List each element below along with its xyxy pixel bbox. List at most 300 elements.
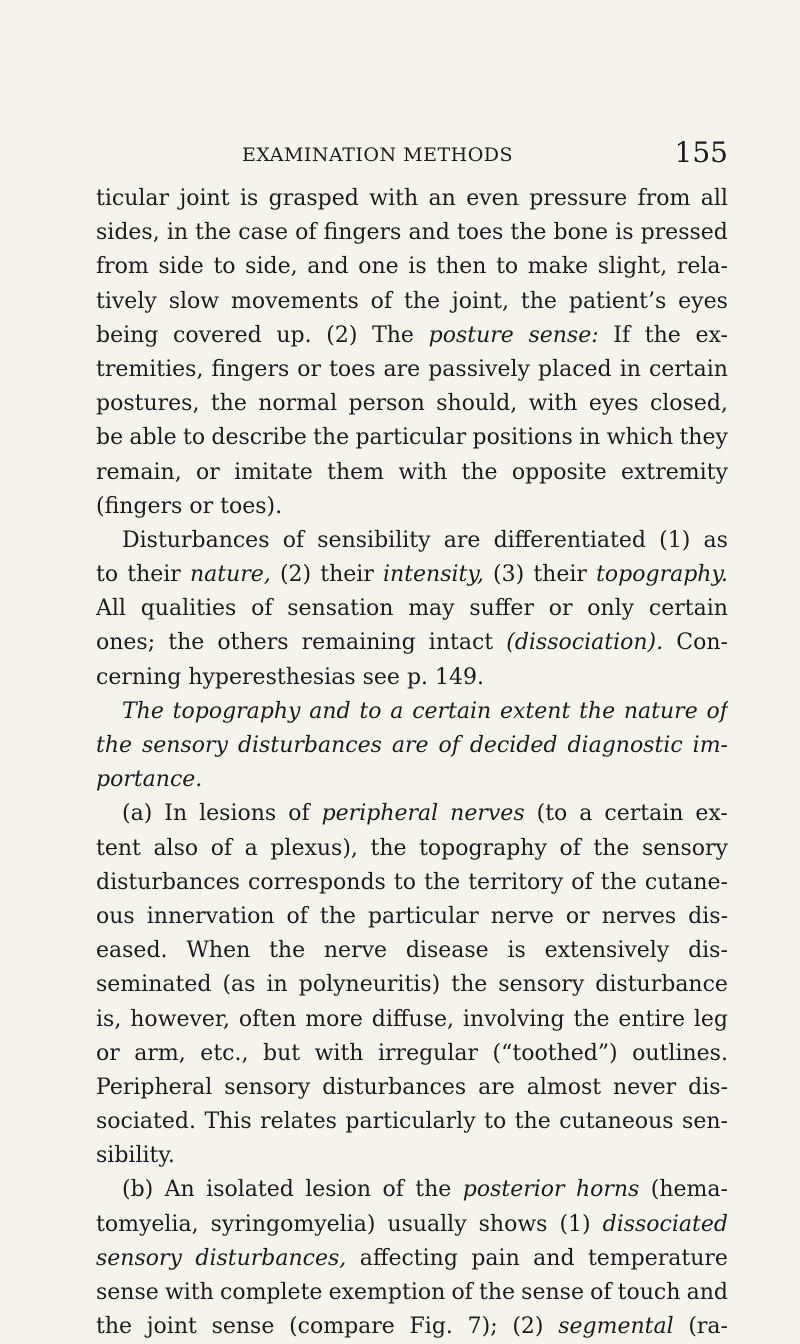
- text-line: [96, 797, 728, 831]
- word: seminated: [96, 972, 212, 998]
- word: is: [408, 254, 427, 280]
- word: ex-: [695, 801, 728, 827]
- word: placed: [537, 356, 612, 382]
- word: of: [295, 220, 317, 246]
- word: the: [510, 220, 547, 246]
- word: sensory: [224, 1074, 311, 1100]
- word: shows: [478, 1211, 548, 1237]
- word: Con-: [676, 630, 728, 656]
- word: p.: [406, 664, 429, 690]
- word: even: [466, 186, 519, 211]
- word: (a): [122, 801, 153, 827]
- word: the: [514, 1109, 551, 1135]
- word: also: [153, 835, 199, 861]
- word: sensibility: [317, 527, 431, 553]
- word: extensively: [544, 938, 670, 964]
- word: positions: [472, 425, 573, 451]
- word: a: [579, 801, 593, 827]
- italic-word: nature,: [189, 562, 271, 588]
- italic-word: horns: [575, 1177, 640, 1203]
- word: (1): [659, 527, 691, 553]
- word: which: [606, 425, 674, 451]
- word: and: [307, 254, 349, 280]
- word: certain: [604, 801, 684, 827]
- word: normal: [258, 391, 338, 417]
- word: the: [319, 903, 356, 929]
- word: may: [408, 596, 455, 622]
- word: the: [424, 869, 461, 895]
- text-line: [96, 456, 728, 490]
- text-line: [96, 1310, 728, 1344]
- word: of: [282, 527, 305, 553]
- word: (b): [122, 1177, 154, 1203]
- word: but: [262, 1040, 301, 1066]
- italic-word: sensory: [142, 733, 228, 758]
- word: dis-: [688, 903, 728, 929]
- word: are: [478, 1074, 515, 1100]
- word: sensory: [498, 972, 585, 998]
- word: In: [164, 801, 188, 827]
- word: nerve: [323, 938, 388, 964]
- word: Disturbances: [122, 527, 270, 553]
- italic-word: posterior: [462, 1177, 565, 1203]
- word: of: [251, 596, 273, 622]
- word: toes: [456, 220, 504, 246]
- word: bone: [553, 220, 609, 246]
- word: sense: [521, 1280, 584, 1305]
- word: and: [686, 1280, 728, 1305]
- word: toes).: [220, 493, 283, 519]
- word: or: [96, 1040, 120, 1066]
- word: person: [348, 391, 425, 417]
- word: eased.: [96, 938, 168, 964]
- word: complete: [220, 1280, 323, 1305]
- word: slight,: [597, 254, 668, 280]
- word: (“toothed”): [492, 1040, 618, 1066]
- italic-word: topography: [172, 698, 301, 724]
- word: 7);: [467, 1314, 498, 1340]
- word: dis-: [688, 1074, 728, 1100]
- word: (3): [493, 562, 525, 588]
- word: or: [196, 459, 220, 485]
- word: suffer: [469, 596, 534, 622]
- word: dis-: [688, 938, 728, 964]
- word: passively: [428, 356, 530, 382]
- word: see: [362, 664, 400, 690]
- italic-word: segmental: [558, 1314, 674, 1340]
- word: (fingers: [96, 493, 183, 519]
- word: then: [436, 254, 487, 280]
- word: the: [461, 459, 498, 485]
- word: the: [210, 391, 247, 417]
- word: of: [590, 1280, 612, 1305]
- text-line: [96, 1071, 728, 1105]
- word: the: [600, 869, 637, 895]
- word: tremities,: [96, 356, 204, 382]
- word: sensory: [642, 835, 728, 861]
- word: with: [528, 391, 578, 417]
- italic-word: are: [391, 733, 429, 758]
- word: grasped: [268, 186, 359, 211]
- word: corresponds: [248, 869, 386, 895]
- word: sides,: [96, 220, 160, 246]
- word: tomyelia,: [96, 1211, 199, 1237]
- word: disturbances: [322, 1074, 467, 1100]
- word: side: [158, 254, 204, 280]
- italic-word: the: [96, 733, 133, 758]
- word: involving: [462, 1006, 565, 1032]
- word: the: [415, 1177, 452, 1203]
- word: the: [269, 938, 306, 964]
- word: plexus),: [270, 835, 358, 861]
- word: touch: [617, 1280, 681, 1305]
- italic-word: intensity,: [382, 562, 484, 588]
- word: to: [183, 425, 206, 451]
- word: 149.: [435, 664, 485, 690]
- word: innervation: [146, 903, 275, 929]
- italic-word: sensory: [96, 1245, 182, 1271]
- word: isolated: [206, 1177, 294, 1203]
- word: are: [443, 527, 481, 553]
- italic-word: of: [706, 698, 728, 724]
- word: of: [210, 835, 233, 861]
- word: or: [297, 356, 322, 382]
- word: of: [288, 801, 310, 827]
- word: Peripheral: [96, 1074, 213, 1100]
- word: tent: [96, 835, 141, 861]
- text-line: [96, 387, 728, 421]
- word: ex-: [695, 322, 728, 348]
- word: as: [703, 527, 728, 553]
- word: (ra-: [688, 1314, 728, 1340]
- word: joint: [179, 186, 230, 211]
- italic-word: dissociated: [602, 1211, 728, 1237]
- word: to: [96, 562, 119, 588]
- word: entire: [618, 1006, 685, 1032]
- text-line: [96, 968, 728, 1002]
- word: of: [571, 869, 593, 895]
- word: pressed: [640, 220, 728, 246]
- word: (compare: [289, 1314, 395, 1340]
- text-line: [96, 1208, 728, 1242]
- word: with: [314, 1040, 364, 1066]
- word: toes: [329, 356, 376, 382]
- word: with: [398, 459, 448, 485]
- italic-word: nerves: [450, 801, 525, 827]
- text-line: [96, 729, 728, 763]
- word: the: [573, 1006, 610, 1032]
- word: joint: [146, 1314, 197, 1340]
- word: able: [129, 425, 177, 451]
- italic-word: and: [309, 698, 351, 724]
- text-line: [96, 319, 728, 353]
- italic-word: a: [390, 698, 404, 724]
- word: postures,: [96, 391, 200, 417]
- word: relates: [260, 1109, 337, 1135]
- word: to: [213, 254, 236, 280]
- word: nerve: [490, 903, 554, 929]
- word: disturbance: [595, 972, 728, 998]
- word: territory: [468, 869, 564, 895]
- word: to: [496, 254, 519, 280]
- italic-word: to: [359, 698, 382, 724]
- word: to: [484, 1109, 507, 1135]
- word: the: [451, 972, 488, 998]
- text-line: [96, 832, 728, 866]
- word: (hema-: [650, 1177, 728, 1203]
- word: side,: [245, 254, 298, 280]
- word: eyes: [678, 288, 728, 314]
- word: with: [164, 1280, 214, 1305]
- word: hyperesthesias: [188, 664, 356, 690]
- word: ticular: [96, 186, 170, 211]
- word: from: [96, 254, 149, 280]
- word: they: [679, 425, 728, 451]
- word: all: [700, 186, 728, 211]
- text-line: [96, 524, 728, 558]
- word: of: [382, 1177, 404, 1203]
- word: cerning: [96, 664, 182, 690]
- word: their: [127, 562, 181, 588]
- word: fingers: [211, 356, 290, 382]
- word: the: [370, 835, 407, 861]
- text-line: [96, 285, 728, 319]
- word: from: [637, 186, 691, 211]
- word: outlines.: [632, 1040, 728, 1066]
- word: describe: [211, 425, 307, 451]
- italic-word: of: [438, 733, 460, 758]
- word: This: [204, 1109, 252, 1135]
- word: polyneuritis): [298, 972, 441, 998]
- word: ous: [96, 903, 135, 929]
- word: An: [164, 1177, 195, 1203]
- word: Fig.: [409, 1314, 453, 1340]
- italic-word: portance.: [96, 767, 203, 793]
- word: eyes: [588, 391, 639, 417]
- word: to: [393, 869, 416, 895]
- word: is: [615, 220, 634, 246]
- word: sense: [96, 1280, 159, 1305]
- word: almost: [526, 1074, 602, 1100]
- word: usually: [387, 1211, 467, 1237]
- word: The: [372, 322, 414, 348]
- word: (1): [559, 1211, 591, 1237]
- word: certain: [648, 596, 728, 622]
- word: extremity: [620, 459, 728, 485]
- word: leg: [693, 1006, 728, 1032]
- word: however,: [130, 1006, 231, 1032]
- word: the: [478, 1280, 516, 1305]
- word: lesions: [199, 801, 277, 827]
- word: (to: [536, 801, 568, 827]
- word: etc.,: [200, 1040, 249, 1066]
- word: an: [428, 186, 456, 211]
- word: cutane-: [644, 869, 728, 895]
- word: remain,: [96, 459, 182, 485]
- italic-word: the: [579, 698, 616, 724]
- text-line: [96, 216, 728, 250]
- word: When: [186, 938, 251, 964]
- text-line: [96, 1037, 728, 1071]
- word: the: [96, 1314, 133, 1340]
- text-line: [96, 626, 728, 660]
- word: affecting: [359, 1245, 458, 1271]
- word: is: [507, 938, 526, 964]
- word: sociated.: [96, 1109, 196, 1135]
- word: closed,: [649, 391, 728, 417]
- word: ones;: [96, 630, 156, 656]
- text-line: [96, 900, 728, 934]
- word: one: [358, 254, 399, 280]
- word: differentiated: [493, 527, 646, 553]
- word: being: [96, 322, 159, 348]
- text-line: [96, 1242, 728, 1276]
- word: particular: [355, 425, 467, 451]
- word: of: [451, 1280, 473, 1305]
- italic-word: posture: [428, 322, 514, 348]
- word: never: [613, 1074, 677, 1100]
- word: in: [166, 220, 189, 246]
- body-text: [96, 182, 728, 1344]
- word: up.: [276, 322, 312, 348]
- word: syringomyelia): [210, 1211, 376, 1237]
- word: slow: [168, 288, 220, 314]
- text-line: [96, 353, 728, 387]
- word: remaining: [301, 630, 416, 656]
- word: of: [559, 835, 581, 861]
- word: All: [96, 596, 126, 622]
- italic-word: disturbances: [237, 733, 382, 758]
- word: qualities: [140, 596, 237, 622]
- italic-word: decided: [469, 733, 558, 758]
- word: (2): [512, 1314, 544, 1340]
- italic-word: The: [122, 698, 164, 724]
- word: imitate: [234, 459, 313, 485]
- word: covered: [173, 322, 262, 348]
- word: or: [565, 903, 590, 929]
- word: a: [244, 835, 258, 861]
- text-line: [96, 182, 728, 216]
- word: only: [587, 596, 635, 622]
- word: (as: [222, 972, 256, 998]
- word: the: [195, 220, 232, 246]
- word: sense: [211, 1314, 275, 1340]
- word: others: [217, 630, 289, 656]
- word: be: [96, 425, 124, 451]
- word: of: [370, 288, 393, 314]
- word: the: [644, 322, 681, 348]
- italic-word: sense:: [528, 322, 599, 348]
- word: arm,: [134, 1040, 186, 1066]
- word: in: [266, 972, 288, 998]
- word: the: [403, 288, 440, 314]
- text-line: [96, 250, 728, 284]
- word: pain: [471, 1245, 520, 1271]
- word: (2): [279, 562, 312, 588]
- word: disease: [405, 938, 489, 964]
- word: joint,: [451, 288, 510, 314]
- word: particularly: [345, 1109, 476, 1135]
- word: sen-: [682, 1109, 728, 1135]
- word: in: [579, 425, 601, 451]
- italic-word: topography.: [596, 562, 728, 588]
- word: is: [239, 186, 259, 211]
- word: should,: [436, 391, 518, 417]
- word: more: [305, 1006, 363, 1032]
- word: or: [189, 493, 214, 519]
- page-header: [96, 136, 728, 176]
- text-line: [96, 558, 728, 592]
- word: lesion: [305, 1177, 372, 1203]
- text-line: [96, 934, 728, 968]
- italic-word: (dissociation).: [506, 630, 664, 656]
- word: often: [238, 1006, 297, 1032]
- word: diffuse,: [371, 1006, 455, 1032]
- italic-word: diagnostic: [567, 733, 683, 758]
- text-line: [96, 1105, 728, 1139]
- word: and: [408, 220, 450, 246]
- word: fingers: [323, 220, 402, 246]
- italic-word: certain: [412, 698, 492, 724]
- word: topography: [419, 835, 547, 861]
- word: with: [369, 186, 419, 211]
- word: their: [320, 562, 374, 588]
- word: movements: [231, 288, 359, 314]
- word: the: [520, 288, 557, 314]
- word: sensation: [287, 596, 394, 622]
- italic-word: extent: [500, 698, 571, 724]
- word: disturbances: [96, 869, 240, 895]
- word: patient’s: [568, 288, 667, 314]
- word: make: [527, 254, 589, 280]
- text-line: [96, 695, 728, 729]
- word: certain: [648, 356, 728, 382]
- word: their: [533, 562, 587, 588]
- text-line: [96, 490, 728, 524]
- word: intact: [428, 630, 494, 656]
- text-line: [96, 763, 728, 797]
- word: case: [238, 220, 288, 246]
- word: temperature: [587, 1245, 728, 1271]
- word: sibility.: [96, 1143, 175, 1169]
- word: cutaneous: [559, 1109, 674, 1135]
- text-line: [96, 1003, 728, 1037]
- text-line: [96, 1276, 728, 1310]
- word: or: [548, 596, 573, 622]
- text-line: [96, 866, 728, 900]
- text-line: [96, 661, 728, 695]
- word: are: [383, 356, 421, 382]
- italic-word: disturbances,: [195, 1245, 347, 1271]
- text-line: [96, 421, 728, 455]
- word: If: [613, 322, 631, 348]
- word: the: [313, 425, 350, 451]
- text-line: [96, 1173, 728, 1207]
- word: pressure: [529, 186, 628, 211]
- word: tively: [96, 288, 157, 314]
- italic-word: im-: [692, 733, 728, 758]
- text-line: [96, 592, 728, 626]
- word: them: [327, 459, 385, 485]
- word: in: [619, 356, 641, 382]
- word: particular: [367, 903, 479, 929]
- word: (2): [326, 322, 358, 348]
- italic-word: nature: [623, 698, 698, 724]
- word: nerves: [601, 903, 677, 929]
- word: and: [533, 1245, 575, 1271]
- word: opposite: [511, 459, 607, 485]
- word: of: [286, 903, 308, 929]
